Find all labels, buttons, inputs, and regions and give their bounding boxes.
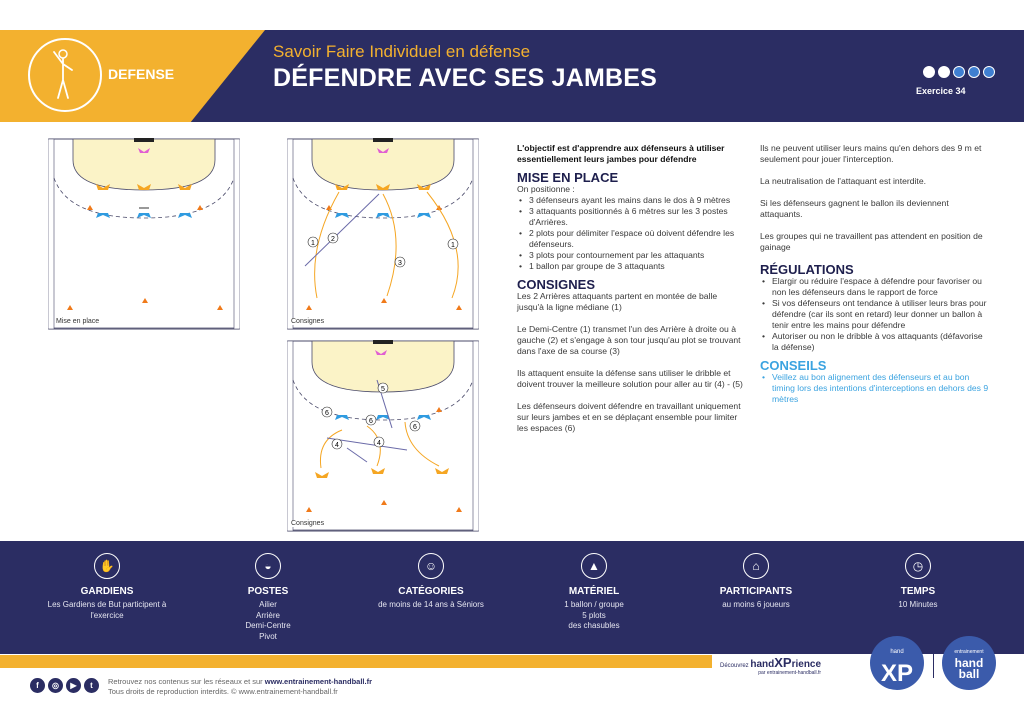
footer-site-link[interactable]: www.entrainement-handball.fr xyxy=(264,677,372,686)
logo-hb-line1: hand xyxy=(954,655,984,670)
stat-value: de moins de 14 ans à Séniors xyxy=(378,600,484,609)
positions-icon: ◒ xyxy=(255,553,281,579)
youtube-icon[interactable]: ▶ xyxy=(66,678,81,693)
diagram-setup xyxy=(48,138,240,330)
clock-icon: ◷ xyxy=(905,553,931,579)
participants-icon: ⌂ xyxy=(743,553,769,579)
list-item: • 1 ballon par groupe de 3 attaquants xyxy=(517,261,745,272)
diagram-instructions-1 xyxy=(287,138,479,330)
stat-temps xyxy=(843,553,993,611)
svg-text:6: 6 xyxy=(325,410,329,417)
stat-value: Ailier Arrière Demi-Centre Pivot xyxy=(245,600,291,641)
defense-player-icon xyxy=(28,38,102,112)
stat-value: Les Gardiens de But participent à l'exercice xyxy=(47,600,167,620)
difficulty-ball-icon xyxy=(968,66,980,78)
svg-text:5: 5 xyxy=(381,386,385,393)
regulations-list xyxy=(760,276,990,353)
instagram-icon[interactable]: ◎ xyxy=(48,678,63,693)
entrainement-handball-logo[interactable] xyxy=(942,636,996,690)
footer-copyright: Tous droits de reproduction interdits. © www.entrainement-handball.fr xyxy=(108,687,338,696)
footer-line1: Retrouvez nos contenus sur les réseaux et sur xyxy=(108,677,265,686)
paragraph: Si les défenseurs gagnent le ballon ils deviennent attaquants. xyxy=(760,198,949,219)
stat-title: GARDIENS xyxy=(80,586,134,597)
logo-xp-text: XP xyxy=(880,660,913,687)
svg-text:1: 1 xyxy=(451,242,455,249)
exercise-title: DÉFENDRE AVEC SES JAMBES xyxy=(273,64,658,92)
exercise-number: Exercice 34 xyxy=(916,86,966,96)
instructions-heading: CONSIGNES xyxy=(517,277,596,292)
svg-text:6: 6 xyxy=(369,418,373,425)
stat-value: 10 Minutes xyxy=(898,600,938,609)
list-item: • 3 attaquants positionnés à 6 mètres sur les 3 postes d'Arrières. xyxy=(517,206,745,228)
paragraph: Les défenseurs doivent défendre en travaillant uniquement sur leurs jambes et en se déplaçant ensemble pour limiter les espaces (6) xyxy=(517,401,741,433)
text-column-right xyxy=(760,143,990,405)
facebook-icon[interactable]: f xyxy=(30,678,45,693)
social-links xyxy=(30,678,99,693)
paragraph: La neutralisation de l'attaquant est interdite. xyxy=(760,176,926,186)
brand-xp: XP xyxy=(774,655,792,670)
svg-text:1: 1 xyxy=(311,240,315,247)
paragraph: Ils attaquent ensuite la défense sans utiliser le dribble et doivent trouver la meilleure solution pour aller au tir (4) - (5) xyxy=(517,368,743,389)
equipment-icon: ▲ xyxy=(581,553,607,579)
handxperience-brand[interactable] xyxy=(720,655,821,676)
logo-hb-top: entrainement xyxy=(954,648,984,655)
diagram-instructions-2 xyxy=(287,340,479,532)
text-column-left xyxy=(517,143,745,445)
paragraph: Les 2 Arrières attaquants partent en montée de balle jusqu'à la ligne médiane (1) xyxy=(517,291,718,312)
diagram-instructions-2-label: Consignes xyxy=(291,520,325,527)
stat-title: PARTICIPANTS xyxy=(719,586,793,597)
goalkeeper-icon: ✋ xyxy=(94,553,120,579)
stat-title: CATÉGORIES xyxy=(398,586,464,597)
list-item: • 3 plots pour contournement par les attaquants xyxy=(517,250,745,261)
svg-text:4: 4 xyxy=(335,442,339,449)
setup-intro: On positionne : xyxy=(517,184,575,194)
list-item: • 2 plots pour délimiter l'espace où doivent défendre les défenseurs. xyxy=(517,228,745,250)
category-label: DEFENSE xyxy=(108,66,175,82)
stat-title: TEMPS xyxy=(900,586,936,597)
stat-matériel xyxy=(519,553,669,632)
svg-text:2: 2 xyxy=(331,236,335,243)
logo-xp-small: hand xyxy=(890,649,904,655)
setup-list xyxy=(517,195,745,272)
stat-postes xyxy=(193,553,343,642)
advice-heading: CONSEILS xyxy=(760,358,827,373)
stat-title: POSTES xyxy=(247,586,289,597)
setup-heading: MISE EN PLACE xyxy=(517,170,619,185)
logo-hb-line2: ball xyxy=(958,666,980,681)
stat-value: 1 ballon / groupe 5 plots des chasubles xyxy=(564,600,624,630)
difficulty-ball-icon xyxy=(953,66,965,78)
svg-text:6: 6 xyxy=(413,424,417,431)
logo-divider xyxy=(933,648,934,678)
stat-title: MATÉRIEL xyxy=(568,586,620,597)
diagram-setup-label: Mise en place xyxy=(56,318,100,325)
handxp-logo[interactable] xyxy=(870,636,924,690)
goal xyxy=(134,138,154,142)
brand-by: par entrainement-handball.fr xyxy=(758,670,822,676)
footer-text xyxy=(108,677,372,697)
list-item: • Si vos défenseurs ont tendance à utiliser leurs bras pour défendre (car ils sont en retard) leur donner un ballon à tenir entre les mains pour défendre xyxy=(760,298,990,331)
objective-text: L'objectif est d'apprendre aux défenseurs à utiliser essentiellement leurs jambes pour défendre xyxy=(517,143,725,164)
difficulty-ball-icon xyxy=(983,66,995,78)
rules-paragraphs xyxy=(760,143,990,253)
list-item: • 3 défenseurs ayant les mains dans le dos à 9 mètres xyxy=(517,195,745,206)
paragraph: Les groupes qui ne travaillent pas attendent en position de gainage xyxy=(760,231,983,252)
difficulty-ball-icon xyxy=(923,66,935,78)
stat-catégories xyxy=(356,553,506,611)
categories-icon: ☺ xyxy=(418,553,444,579)
paragraph: Le Demi-Centre (1) transmet l'un des Arrière à droite ou à gauche (2) et s'engage à son tour jusqu'au plot se trouvant dans l'axe de sa course (3) xyxy=(517,324,741,356)
regulations-heading: RÉGULATIONS xyxy=(760,262,854,277)
exercise-subtitle: Savoir Faire Individuel en défense xyxy=(273,42,531,61)
svg-text:4: 4 xyxy=(377,440,381,447)
diagram-instructions-1-label: Consignes xyxy=(291,318,325,325)
footer-accent xyxy=(0,655,712,668)
difficulty-ball-icon xyxy=(938,66,950,78)
instructions-paragraphs xyxy=(517,291,745,434)
twitter-icon[interactable]: t xyxy=(84,678,99,693)
stat-participants xyxy=(681,553,831,611)
list-item: • Elargir ou réduire l'espace à défendre pour favoriser ou non les défenseurs dans le rapport de force xyxy=(760,276,990,298)
difficulty-rating xyxy=(923,66,995,78)
paragraph: Ils ne peuvent utiliser leurs mains qu'en dehors des 9 m et seulement pour jouer l'interception. xyxy=(760,143,982,164)
advice-list xyxy=(760,372,990,405)
list-item: • Autoriser ou non le dribble à vos attaquants (défavorise la défense) xyxy=(760,331,990,353)
discover-label: Découvrez xyxy=(720,663,749,669)
stat-value: au moins 6 joueurs xyxy=(722,600,790,609)
stat-gardiens xyxy=(32,553,182,621)
brand-hand: hand xyxy=(750,659,775,670)
brand-rience: rience xyxy=(791,659,822,670)
svg-text:3: 3 xyxy=(398,260,402,267)
list-item: • Veillez au bon alignement des défenseurs et au bon timing lors des intentions d'interceptions en dehors des 9 mètres xyxy=(760,372,990,405)
